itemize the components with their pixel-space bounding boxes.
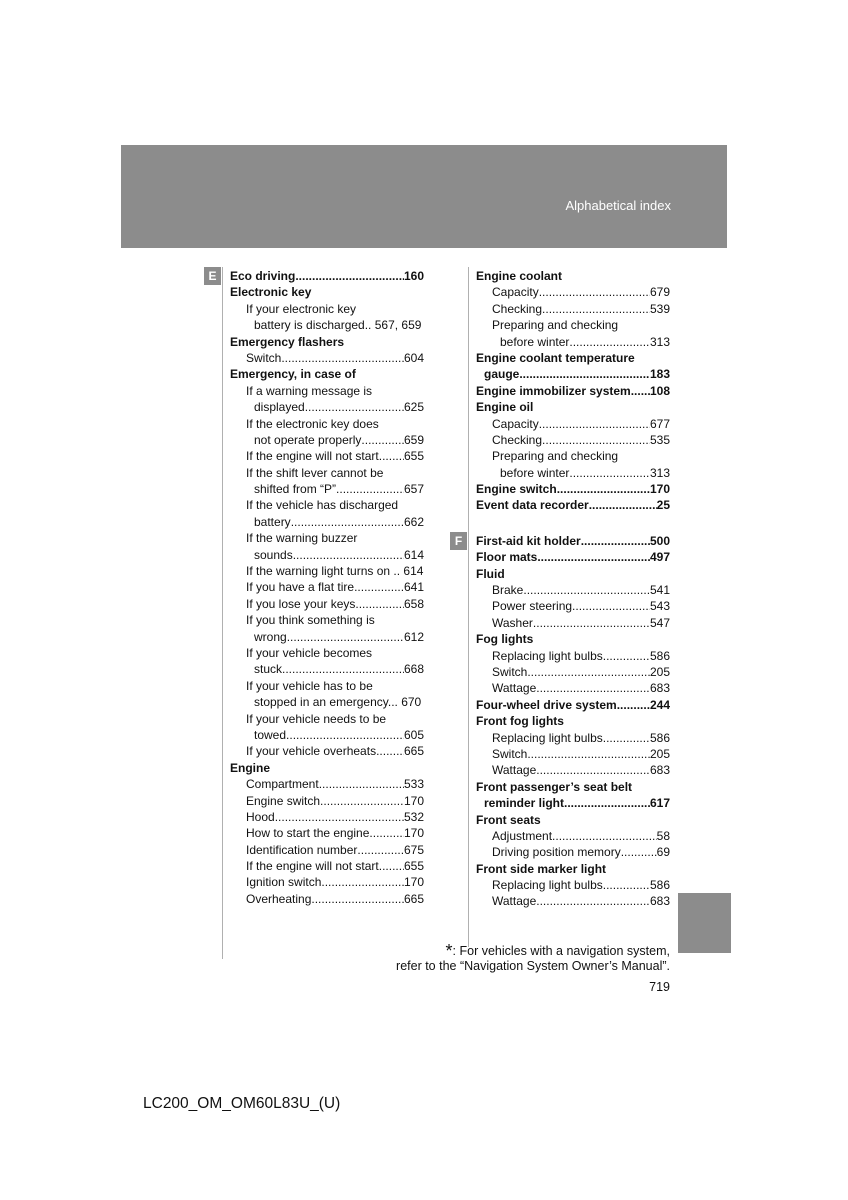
index-entry-label: If your vehicle overheats [246,744,377,759]
index-entry-page: 170 [403,875,424,890]
index-entry-page: 586 [649,878,670,893]
index-entry-label: Wattage [492,681,537,696]
index-entry-label: battery [254,514,291,529]
index-entry [476,631,670,647]
dot-leader [536,680,650,696]
index-entry [230,497,424,513]
dot-leader [542,432,650,448]
index-entry [476,566,670,582]
index-entry-label: If your vehicle becomes [246,645,373,660]
index-entry-page: 604 [403,350,424,365]
index-entry-page: 677 [649,416,670,431]
index-entry-label: If the engine will not start [246,449,379,464]
dot-leader [275,809,404,825]
index-entry-label: Engine coolant temperature [476,350,635,365]
index-entry-page: 500 [649,533,670,548]
index-entry-label: How to start the engine [246,826,370,841]
index-entry [230,874,424,890]
index-entry-label: stuck [254,662,283,677]
index-entry [230,579,424,595]
index-entry-page: 655 [403,449,424,464]
dot-leader [536,893,650,909]
index-entry [230,858,424,874]
index-entry-page: 170 [403,793,424,808]
index-entry-page: 58 [656,828,670,843]
index-entry-label: Preparing and checking [492,449,619,464]
index-entry [476,284,670,300]
index-entry-page: 539 [649,301,670,316]
dot-leader [557,481,650,497]
index-entry-page: 675 [403,842,424,857]
index-entry [476,465,670,481]
index-entry-label: If the vehicle has discharged [246,498,399,513]
index-entry [230,678,424,694]
index-entry [230,481,424,497]
index-entry [476,844,670,860]
dot-leader [282,661,404,677]
index-entry [230,596,424,612]
footnote [270,941,670,974]
footnote-line-1: : For vehicles with a navigation system, [452,944,670,958]
index-entry-page: 617 [649,796,670,811]
index-entry [476,779,670,795]
dot-leader [537,549,650,565]
index-entry-label: Adjustment [492,828,553,843]
index-entry-label: Wattage [492,763,537,778]
dot-leader [379,448,404,464]
index-entry-label: Engine immobilizer system [476,383,631,398]
footnote-star: * [445,941,453,961]
index-entry-page: 532 [403,809,424,824]
document-code: LC200_OM_OM60L83U_(U) [143,1095,341,1112]
dot-leader [369,825,404,841]
index-entry [476,746,670,762]
index-entry-label: Driving position memory [492,845,621,860]
dot-leader [603,648,650,664]
index-entry-label: before winter [500,334,570,349]
dot-leader [603,730,650,746]
index-entry [476,399,670,415]
index-entry [230,317,424,333]
index-entry [476,549,670,565]
index-entry [230,743,424,759]
index-entry-label: Engine coolant [476,269,563,283]
index-entry-label: Fluid [476,566,505,581]
index-entry-page: 683 [649,894,670,909]
index-entry [230,334,424,350]
dot-leader [589,497,657,513]
index-entry-page: 641 [403,580,424,595]
index-entry-label: Switch [492,746,528,761]
index-entry [476,828,670,844]
index-entry [476,861,670,877]
index-entry [476,317,670,333]
dot-leader [361,432,404,448]
index-entry [476,648,670,664]
dot-leader [336,481,404,497]
index-entry-label: Front seats [476,812,541,827]
index-entry-label: If the warning light turns on .. 614 [246,564,424,579]
index-entry-label: wrong [254,629,287,644]
dot-leader [519,366,650,382]
index-entry-label: Switch [246,350,282,365]
dot-leader [354,579,404,595]
index-entry [230,350,424,366]
index-entry-page: 659 [403,432,424,447]
index-entry-page: 679 [649,285,670,300]
index-entry-page: 543 [649,599,670,614]
index-entry-label: gauge [484,367,520,382]
index-entry-page: 535 [649,432,670,447]
index-entry [230,825,424,841]
index-entry [476,615,670,631]
dot-leader [527,664,650,680]
index-entry-label: Preparing and checking [492,318,619,333]
index-entry-label: Hood [246,809,275,824]
index-entry-page: 541 [649,583,670,598]
dot-leader [357,842,404,858]
index-entry [230,776,424,792]
dot-leader [291,514,404,530]
index-entry-label: Front fog lights [476,714,564,729]
index-entry [476,762,670,778]
index-entry [476,598,670,614]
index-entry-label: reminder light [484,796,565,811]
dot-leader [379,858,404,874]
index-entry-label: Front side marker light [476,861,607,876]
index-entry-page: 683 [649,681,670,696]
index-entry-label: Identification number [246,842,358,857]
index-entry [230,514,424,530]
index-entry [230,612,424,628]
index-entry-label: If the shift lever cannot be [246,465,384,480]
index-entry-label: Emergency, in case of [230,367,356,382]
index-entry [230,383,424,399]
index-entry-label: Floor mats [476,550,538,565]
index-entry [476,497,670,513]
index-entry-page: 313 [649,334,670,349]
index-entry-label: Engine oil [476,400,534,415]
index-entry [230,793,424,809]
index-entry [230,842,424,858]
index-entry-label: before winter [500,465,570,480]
dot-leader [295,268,404,284]
dot-leader [569,334,650,350]
dot-leader [376,743,404,759]
index-entry-page: 586 [649,730,670,745]
index-entry-label: If the engine will not start [246,859,379,874]
index-entry-page: 160 [403,269,424,283]
index-entry-label: If you have a flat tire [246,580,355,595]
index-entry-label: not operate properly [254,432,362,447]
index-entry-label: Eco driving [230,269,296,283]
index-entry-page: 614 [403,547,424,562]
letter-tab-f: F [450,532,467,550]
dot-leader [564,795,650,811]
index-entry-page: 655 [403,859,424,874]
index-entry-label: Replacing light bulbs [492,648,603,663]
index-entry [476,697,670,713]
index-entry-page: 662 [403,514,424,529]
index-entry-page: 683 [649,763,670,778]
dot-leader [581,533,650,549]
index-entry-page: 205 [649,664,670,679]
letter-tab-e: E [204,267,221,285]
index-entry-label: If the electronic key does [246,416,379,431]
index-entry [230,891,424,907]
index-entry [230,809,424,825]
dot-leader [286,727,404,743]
index-entry [476,366,670,382]
index-entry-label: Engine switch [246,793,321,808]
index-entry-label: First-aid kit holder [476,533,581,548]
index-entry [230,530,424,546]
index-entry [476,664,670,680]
index-entry [476,350,670,366]
dot-leader [355,596,404,612]
index-entry-page: 657 [403,482,424,497]
index-entry-label: Engine switch [476,482,557,497]
dot-leader [281,350,404,366]
index-entry-page: 658 [403,596,424,611]
index-entry-page: 668 [403,662,424,677]
index-entry [230,366,424,382]
index-entry-page: 586 [649,648,670,663]
dot-leader [631,383,650,399]
index-entry-label: Event data recorder [476,498,589,513]
index-entry-page: 533 [403,777,424,792]
index-entry [476,582,670,598]
index-entry [476,383,670,399]
column-divider-middle [468,267,469,947]
index-entry [230,711,424,727]
index-entry-page: 547 [649,615,670,630]
index-entry [230,694,424,710]
index-entry-label: Replacing light bulbs [492,878,603,893]
index-entry [476,268,670,284]
index-entry [230,760,424,776]
dot-leader [603,877,650,893]
dot-leader [572,598,650,614]
dot-leader [552,828,657,844]
index-entry [230,301,424,317]
index-entry-page: 183 [649,367,670,382]
index-entry-label: Capacity [492,416,539,431]
dot-leader [536,762,650,778]
index-entry-label: Emergency flashers [230,334,345,349]
thumb-index-tab [678,893,731,953]
dot-leader [287,629,404,645]
index-entry-label: Electronic key [230,285,312,300]
index-entry-label: Wattage [492,894,537,909]
index-entry-label: If your electronic key [246,301,357,316]
index-entry [230,563,424,579]
index-entry-page: 625 [403,400,424,415]
index-entry [476,481,670,497]
index-entry-label: Power steering [492,599,573,614]
index-entry-label: Replacing light bulbs [492,730,603,745]
dot-leader [539,284,650,300]
index-entry-label: Checking [492,301,543,316]
index-entry [476,680,670,696]
page-number: 719 [649,980,670,994]
dot-leader [621,844,657,860]
index-entry [230,416,424,432]
dot-leader [542,301,650,317]
index-entry-label: Overheating [246,891,312,906]
index-entry [476,533,670,549]
index-entry [476,301,670,317]
index-column-1 [230,268,424,907]
index-entry-label: displayed [254,400,305,415]
index-entry [476,730,670,746]
index-entry [230,465,424,481]
dot-leader [569,465,650,481]
dot-leader [305,399,404,415]
index-entry-label: Compartment [246,777,319,792]
index-entry-page: 170 [649,482,670,497]
index-entry [230,448,424,464]
dot-leader [321,874,404,890]
index-entry-label: Washer [492,615,533,630]
dot-leader [523,582,650,598]
index-entry-label: If the warning buzzer [246,531,358,546]
index-entry [476,432,670,448]
index-entry-page: 605 [403,727,424,742]
index-entry [230,629,424,645]
index-entry-page: 612 [403,629,424,644]
column-divider-left [222,267,223,959]
index-entry-page: 25 [656,498,670,513]
index-entry [230,399,424,415]
index-entry-label: sounds [254,547,293,562]
index-entry [230,432,424,448]
index-entry-label: Four-wheel drive system [476,697,617,712]
dot-leader [617,697,650,713]
header-band [121,145,727,248]
index-entry-label: If your vehicle has to be [246,678,373,693]
index-entry [230,268,424,284]
index-entry-label: Fog lights [476,632,534,647]
index-entry [230,645,424,661]
dot-leader [539,416,650,432]
index-column-2 [476,268,670,910]
dot-leader [320,793,404,809]
index-entry-page: 665 [403,891,424,906]
dot-leader [533,615,650,631]
index-entry-page: 108 [649,383,670,398]
index-entry-label: If your vehicle needs to be [246,711,387,726]
index-entry-page: 205 [649,746,670,761]
index-entry-label: If a warning message is [246,383,373,398]
index-entry-page: 244 [649,697,670,712]
index-entry-label: If you think something is [246,613,375,628]
index-entry [476,795,670,811]
index-entry-label: stopped in an emergency... 670 [254,695,422,710]
index-entry [476,448,670,464]
index-entry-label: Ignition switch [246,875,322,890]
section-title: Alphabetical index [565,198,671,213]
index-entry-label: Switch [492,664,528,679]
index-entry [230,727,424,743]
index-entry [230,284,424,300]
index-entry [230,661,424,677]
index-entry-label: battery is discharged.. 567, 659 [254,318,422,333]
index-entry-page: 69 [656,845,670,860]
index-entry [230,547,424,563]
index-entry-label: Capacity [492,285,539,300]
footnote-line-2: refer to the “Navigation System Owner’s Manual”. [396,959,670,973]
index-entry-label: Engine [230,760,271,775]
dot-leader [319,776,404,792]
index-entry [476,416,670,432]
index-entry-label: shifted from “P” [254,482,337,497]
index-entry-page: 665 [403,744,424,759]
index-entry-page: 313 [649,465,670,480]
index-entry-label: If you lose your keys [246,596,356,611]
index-entry-label: towed [254,727,287,742]
index-entry-page: 170 [403,826,424,841]
index-entry-label: Checking [492,432,543,447]
dot-leader [293,547,404,563]
index-entry-label: Front passenger’s seat belt [476,779,633,794]
dot-leader [311,891,404,907]
index-entry [476,877,670,893]
index-entry [476,713,670,729]
index-entry [476,893,670,909]
dot-leader [527,746,650,762]
index-entry-page: 497 [649,550,670,565]
index-entry-label: Brake [492,583,524,598]
index-entry [476,334,670,350]
index-entry [476,812,670,828]
